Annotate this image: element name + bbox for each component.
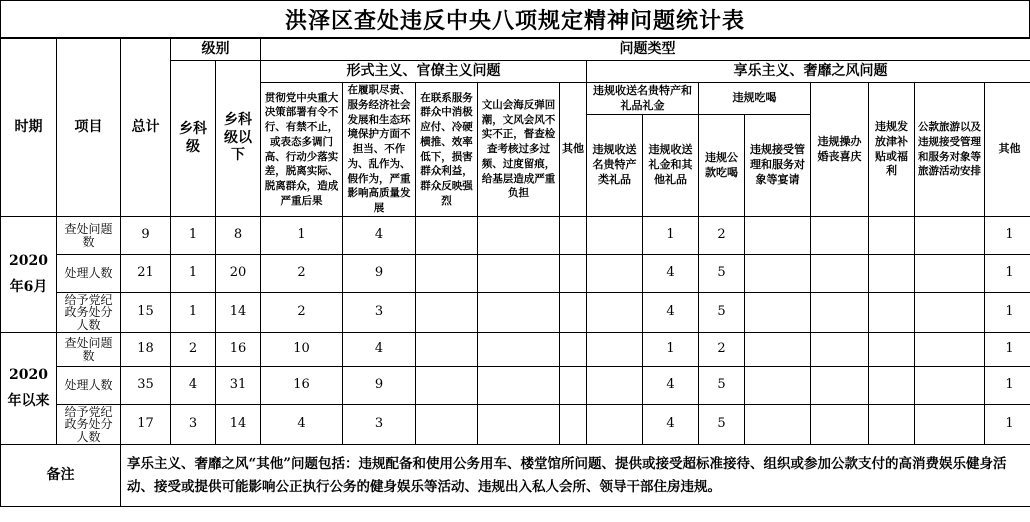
period-cell: 2020年以来 [1, 333, 57, 445]
d1-cell: 5 [699, 367, 745, 405]
item-cell: 查处问题数 [57, 217, 121, 255]
lv2-cell: 16 [216, 333, 261, 367]
table-row [1, 405, 1030, 445]
d2-cell [745, 255, 811, 293]
fo-cell [560, 293, 587, 333]
d2-cell [745, 217, 811, 255]
g2-cell: 4 [643, 367, 699, 405]
ho-cell: 1 [985, 293, 1030, 333]
d2-cell [745, 333, 811, 367]
header-level-township: 乡科级 [171, 61, 216, 217]
header-gift2: 违规收送礼金和其他礼品 [643, 115, 699, 217]
total-cell: 15 [121, 293, 171, 333]
header-period: 时期 [1, 39, 57, 217]
f4-cell [478, 405, 560, 445]
g1-cell [587, 367, 643, 405]
f2-cell: 4 [343, 333, 416, 367]
header-dining1: 违规公款吃喝 [699, 115, 745, 217]
t-cell [915, 405, 985, 445]
header-level-below: 乡科级以下 [216, 61, 261, 217]
w-cell [811, 293, 869, 333]
g1-cell [587, 405, 643, 445]
g2-cell: 1 [643, 333, 699, 367]
g2-cell: 1 [643, 217, 699, 255]
lv1-cell: 1 [171, 217, 216, 255]
w-cell [811, 405, 869, 445]
d1-cell: 5 [699, 405, 745, 445]
d2-cell [745, 293, 811, 333]
f1-cell: 10 [261, 333, 343, 367]
f4-cell [478, 255, 560, 293]
f3-cell [416, 405, 478, 445]
f3-cell [416, 293, 478, 333]
header-total: 总计 [121, 39, 171, 217]
lv2-cell: 14 [216, 293, 261, 333]
ho-cell: 1 [985, 367, 1030, 405]
f4-cell [478, 333, 560, 367]
f4-cell [478, 293, 560, 333]
lv2-cell: 8 [216, 217, 261, 255]
header-dining-group: 违规吃喝 [699, 83, 811, 115]
header-travel: 公款旅游以及违规接受管理和服务对象等旅游活动安排 [915, 83, 985, 217]
table-row [1, 333, 1030, 367]
w-cell [811, 333, 869, 367]
d1-cell: 2 [699, 217, 745, 255]
t-cell [915, 255, 985, 293]
header-formalism-col4: 文山会海反弹回潮，文风会风不实不正，督查检查考核过多过频、过度留痕，给基层造成严重负担 [478, 83, 560, 217]
f3-cell [416, 217, 478, 255]
f1-cell: 4 [261, 405, 343, 445]
table-row [1, 217, 1030, 255]
header-allowance: 违规发放津补贴或福利 [869, 83, 915, 217]
note-text: 享乐主义、奢靡之风“其他”问题包括：违规配备和使用公务用车、楼堂馆所问题、提供或接受超标准接待、组织或参加公款支付的高消费娱乐健身活动、接受或提供可能影响公正执行公务的健身娱乐等活动、违规出入私人会所、领导干部住房违规。 [121, 445, 1030, 507]
a-cell [869, 217, 915, 255]
fo-cell [560, 333, 587, 367]
f2-cell: 9 [343, 255, 416, 293]
f3-cell [416, 367, 478, 405]
g2-cell: 4 [643, 255, 699, 293]
d2-cell [745, 405, 811, 445]
f4-cell [478, 367, 560, 405]
lv2-cell: 14 [216, 405, 261, 445]
a-cell [869, 293, 915, 333]
g2-cell: 4 [643, 293, 699, 333]
lv2-cell: 31 [216, 367, 261, 405]
f1-cell: 1 [261, 217, 343, 255]
table-row [1, 367, 1030, 405]
d1-cell: 5 [699, 293, 745, 333]
d1-cell: 2 [699, 333, 745, 367]
f1-cell: 2 [261, 293, 343, 333]
f3-cell [416, 255, 478, 293]
item-cell: 处理人数 [57, 255, 121, 293]
w-cell [811, 217, 869, 255]
total-cell: 9 [121, 217, 171, 255]
header-hedonism: 享乐主义、奢靡之风问题 [587, 61, 1030, 83]
a-cell [869, 255, 915, 293]
t-cell [915, 333, 985, 367]
statistics-table [0, 38, 1030, 507]
ho-cell: 1 [985, 217, 1030, 255]
lv1-cell: 4 [171, 367, 216, 405]
t-cell [915, 367, 985, 405]
table-title: 洪泽区查处违反中央八项规定精神问题统计表 [0, 0, 1030, 38]
table-row [1, 293, 1030, 333]
note-label: 备注 [1, 445, 121, 507]
t-cell [915, 217, 985, 255]
a-cell [869, 367, 915, 405]
f4-cell [478, 217, 560, 255]
f1-cell: 2 [261, 255, 343, 293]
ho-cell: 1 [985, 255, 1030, 293]
w-cell [811, 367, 869, 405]
g1-cell [587, 217, 643, 255]
lv1-cell: 1 [171, 293, 216, 333]
d1-cell: 5 [699, 255, 745, 293]
d2-cell [745, 367, 811, 405]
total-cell: 18 [121, 333, 171, 367]
f2-cell: 4 [343, 217, 416, 255]
header-level: 级别 [171, 39, 261, 61]
header-formalism-col2: 在履职尽责、服务经济社会发展和生态环境保护方面不担当、不作为、乱作为、假作为，严重影响高质量发展 [343, 83, 416, 217]
header-formalism-other: 其他 [560, 83, 587, 217]
total-cell: 17 [121, 405, 171, 445]
fo-cell [560, 217, 587, 255]
fo-cell [560, 367, 587, 405]
f2-cell: 9 [343, 367, 416, 405]
header-problem-type: 问题类型 [261, 39, 1030, 61]
header-formalism-col1: 贯彻党中央重大决策部署有令不行、有禁不止，或表态多调门高、行动少落实差，脱离实际、脱离群众，造成严重后果 [261, 83, 343, 217]
item-cell: 给予党纪政务处分人数 [57, 405, 121, 445]
header-formalism: 形式主义、官僚主义问题 [261, 61, 587, 83]
lv1-cell: 3 [171, 405, 216, 445]
lv1-cell: 2 [171, 333, 216, 367]
header-dining2: 违规接受管理和服务对象等宴请 [745, 115, 811, 217]
f1-cell: 16 [261, 367, 343, 405]
g1-cell [587, 255, 643, 293]
header-gift1: 违规收送名贵特产类礼品 [587, 115, 643, 217]
w-cell [811, 255, 869, 293]
total-cell: 21 [121, 255, 171, 293]
g2-cell: 4 [643, 405, 699, 445]
lv1-cell: 1 [171, 255, 216, 293]
f3-cell [416, 333, 478, 367]
period-cell: 2020年6月 [1, 217, 57, 333]
header-wedding: 违规操办婚丧喜庆 [811, 83, 869, 217]
a-cell [869, 405, 915, 445]
header-hedonism-other: 其他 [985, 83, 1030, 217]
header-item: 项目 [57, 39, 121, 217]
fo-cell [560, 405, 587, 445]
total-cell: 35 [121, 367, 171, 405]
ho-cell: 1 [985, 333, 1030, 367]
a-cell [869, 333, 915, 367]
f2-cell: 3 [343, 405, 416, 445]
lv2-cell: 20 [216, 255, 261, 293]
item-cell: 给予党纪政务处分人数 [57, 293, 121, 333]
g1-cell [587, 293, 643, 333]
note-row [1, 445, 1030, 507]
table-row [1, 255, 1030, 293]
header-gift-group: 违规收送名贵特产和礼品礼金 [587, 83, 699, 115]
t-cell [915, 293, 985, 333]
fo-cell [560, 255, 587, 293]
g1-cell [587, 333, 643, 367]
header-formalism-col3: 在联系服务群众中消极应付、冷硬横推、效率低下，损害群众利益，群众反映强烈 [416, 83, 478, 217]
item-cell: 查处问题数 [57, 333, 121, 367]
ho-cell: 1 [985, 405, 1030, 445]
f2-cell: 3 [343, 293, 416, 333]
item-cell: 处理人数 [57, 367, 121, 405]
